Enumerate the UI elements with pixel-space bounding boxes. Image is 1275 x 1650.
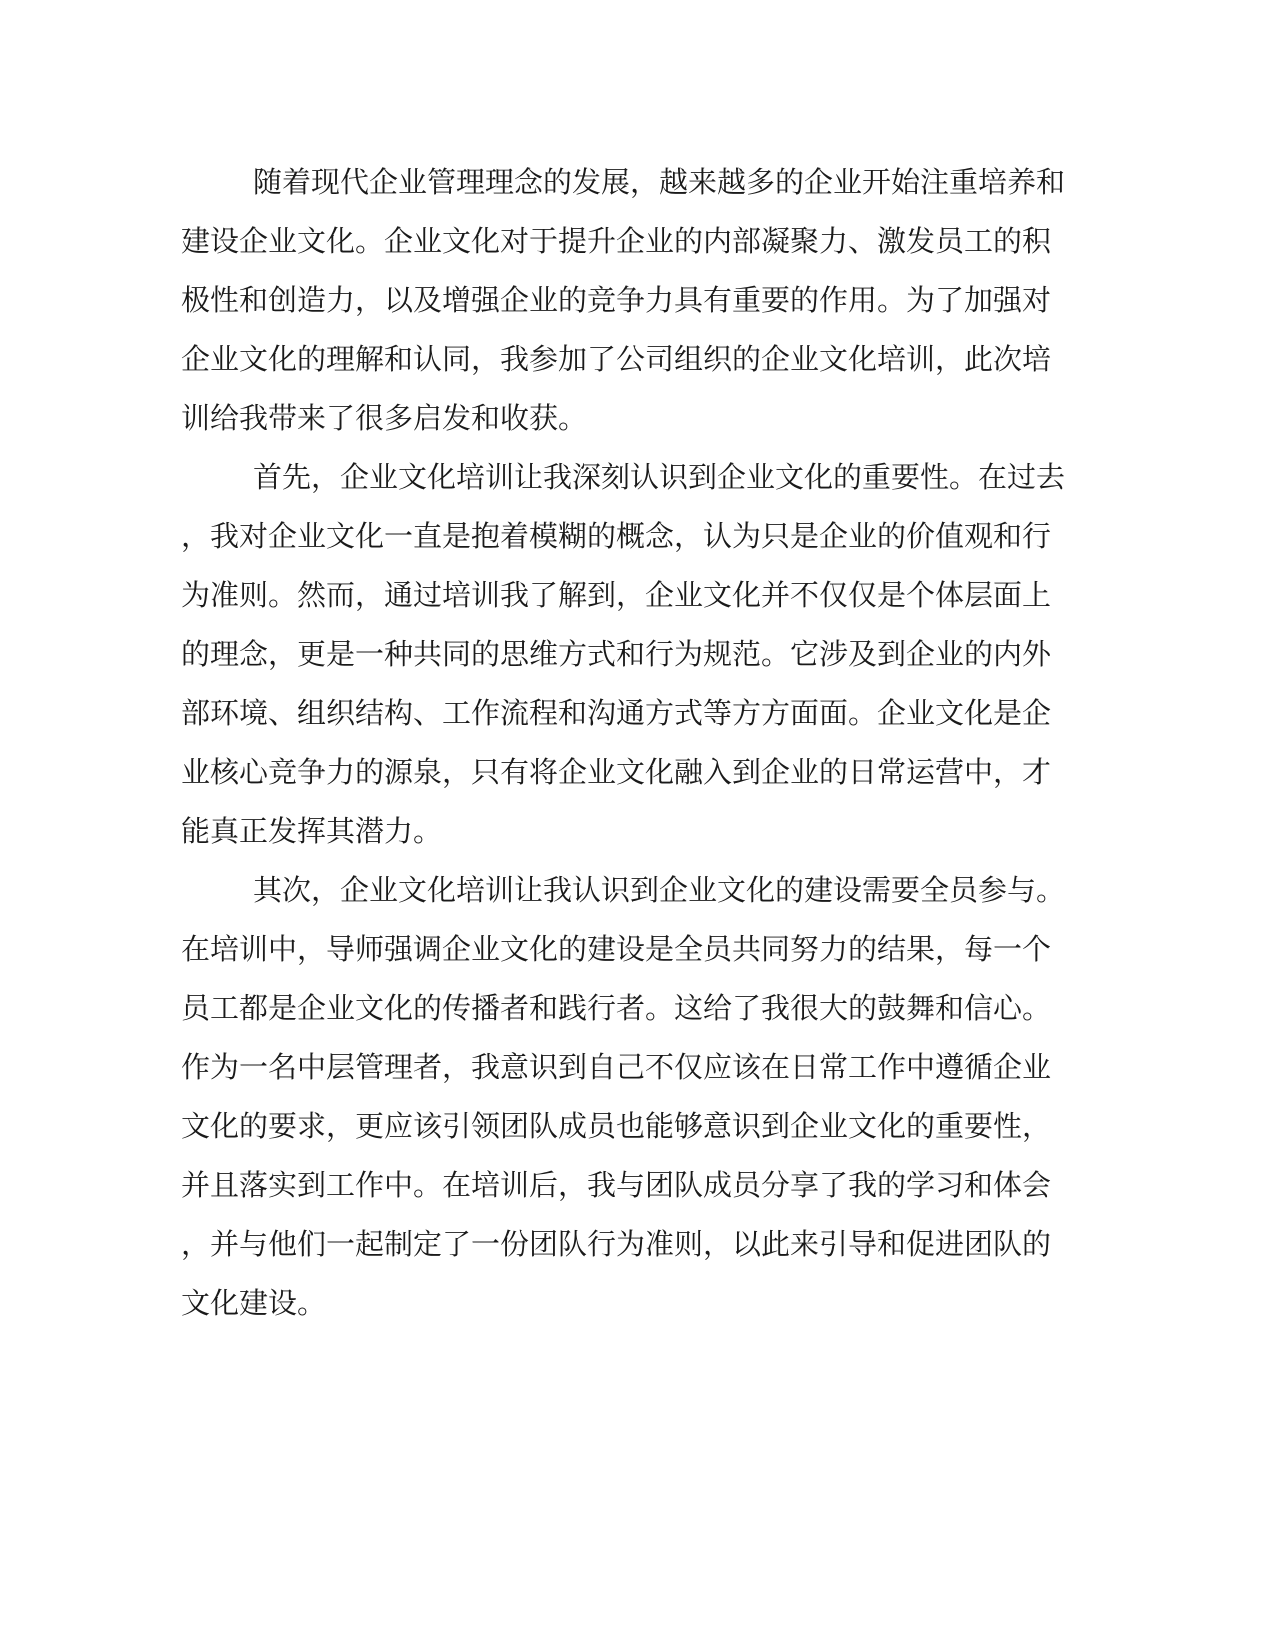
paragraph-1-line-2: 建设企业文化。企业文化对于提升企业的内部凝聚力、激发员工的积 xyxy=(181,224,1052,258)
paragraph-1-line-4: 企业文化的理解和认同，我参加了公司组织的企业文化培训，此次培 xyxy=(181,342,1052,376)
paragraph-3-line-5: 文化的要求，更应该引领团队成员也能够意识到企业文化的重要性， xyxy=(181,1109,1052,1143)
paragraph-1-line-5: 训给我带来了很多启发和收获。 xyxy=(181,401,588,435)
paragraph-1-line-1: 随着现代企业管理理念的发展，越来越多的企业开始注重培养和 xyxy=(253,165,1066,199)
paragraph-3-line-3: 员工都是企业文化的传播者和践行者。这给了我很大的鼓舞和信心。 xyxy=(181,991,1052,1025)
paragraph-3-line-2: 在培训中，导师强调企业文化的建设是全员共同努力的结果，每一个 xyxy=(181,932,1052,966)
paragraph-2-line-4: 的理念，更是一种共同的思维方式和行为规范。它涉及到企业的内外 xyxy=(181,637,1052,671)
paragraph-3-line-8: 文化建设。 xyxy=(181,1286,327,1320)
paragraph-2-line-1: 首先，企业文化培训让我深刻认识到企业文化的重要性。在过去 xyxy=(253,460,1066,494)
paragraph-2-line-2: ，我对企业文化一直是抱着模糊的概念，认为只是企业的价值观和行 xyxy=(181,519,1052,553)
paragraph-2-line-5: 部环境、组织结构、工作流程和沟通方式等方方面面。企业文化是企 xyxy=(181,696,1052,730)
paragraph-3-line-1: 其次，企业文化培训让我认识到企业文化的建设需要全员参与。 xyxy=(253,873,1066,907)
paragraph-2-line-6: 业核心竞争力的源泉，只有将企业文化融入到企业的日常运营中，才 xyxy=(181,755,1052,789)
paragraph-2-line-3: 为准则。然而，通过培训我了解到，企业文化并不仅仅是个体层面上 xyxy=(181,578,1052,612)
paragraph-3-line-4: 作为一名中层管理者，我意识到自己不仅应该在日常工作中遵循企业 xyxy=(181,1050,1052,1084)
paragraph-3-line-7: ，并与他们一起制定了一份团队行为准则，以此来引导和促进团队的 xyxy=(181,1227,1052,1261)
paragraph-3-line-6: 并且落实到工作中。在培训后，我与团队成员分享了我的学习和体会 xyxy=(181,1168,1052,1202)
paragraph-2-line-7: 能真正发挥其潜力。 xyxy=(181,814,443,848)
paragraph-1-line-3: 极性和创造力，以及增强企业的竞争力具有重要的作用。为了加强对 xyxy=(181,283,1052,317)
